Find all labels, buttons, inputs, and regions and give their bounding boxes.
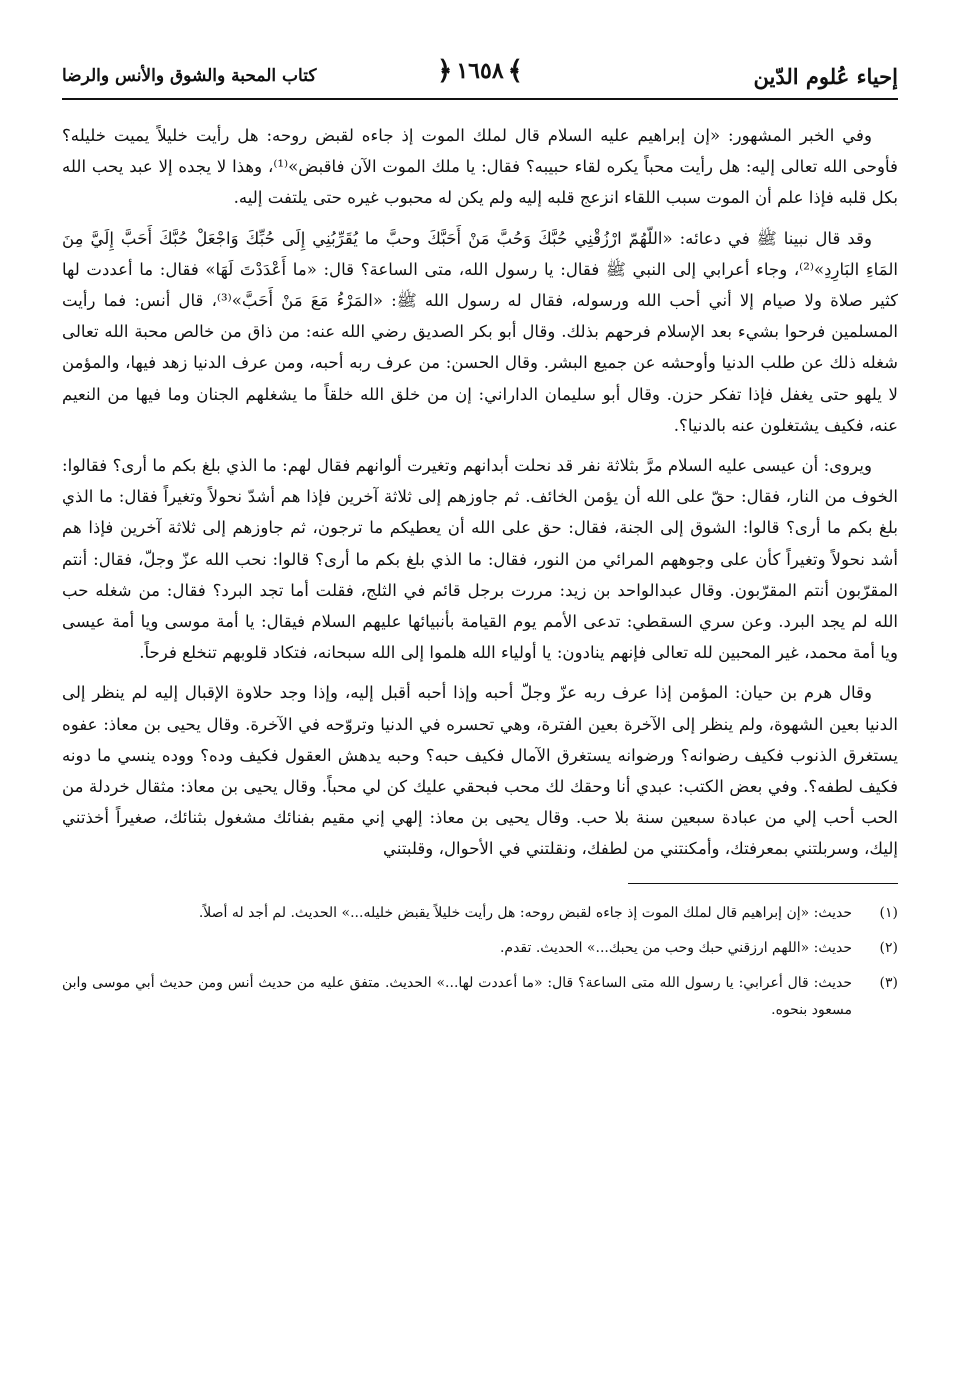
paragraph-3: ويروى: أن عيسى عليه السلام مرَّ بثلاثة نفر قد نحلت أبدانهم وتغيرت ألوانهم فقال لهم: ما الذي بلغ بكم ما أرى؟ فقالوا: الخوف من النار، فقال: حقّ على الله أن يؤمن الخائف. ثم جاوزهم إلى ثلاثة آخرين فإذا هم أشدّ نحولاً وتغيراً فقال: ما الذي بلغ بكم ما أرى؟ قالوا: الشوق إلى الجنة، فقال: حق على الله أن يعطيكم ما ترجون، ثم جاوزهم إلى ثلاثة آخرين فإذا هم أشد نحولاً وتغيراً كأن على وجوههم المرائي من النور، فقال: ما الذي بلغ بكم ما أرى؟ قالوا: نحب الله عزّ وجلّ، فقال: أنتم المقرّبون أنتم المقرّبون. وقال عبدالواحد بن زيد: مررت برجل قائم في الثلج، فقلت أما تجد البرد؟ فقال: من شغله حب الله لم يجد البرد. وعن سري السقطي: تدعى الأمم يوم القيامة بأنبيائها عليهم السلام فيقال: يا أمة موسى ويا أمة عيسى ويا أمة محمد، غير المحبين لله تعالى فإنهم ينادون: يا أولياء الله هلموا إلى الله سبحانه، فتكاد قلوبهم تنخلع فرحاً. bbox=[62, 456, 898, 663]
footnote-2 bbox=[62, 935, 898, 962]
footnotes bbox=[62, 900, 898, 1024]
footnote-divider bbox=[628, 883, 898, 884]
page-number-box bbox=[437, 58, 523, 84]
footnote-number: (٣) bbox=[879, 974, 898, 991]
book-title: إحياء عُلوم الدّين bbox=[753, 64, 898, 89]
paragraph-1: وفي الخبر المشهور: «إن إبراهيم عليه السلام قال لملك الموت إذ جاءه لقبض روحه: هل رأيت خليلاً يميت خليله؟ فأوحى الله تعالى إليه: هل رأيت محباً يكره لقاء حبيبه؟ فقال: يا ملك الموت الآن فاقبض»⁽¹⁾، وهذا لا يجده إلا عبد يحب الله بكل قلبه فإذا علم أن الموت سبب اللقاء انزعج قلبه إليه ولم يكن له محبوب غيره حتى يلتفت إليه. bbox=[62, 126, 898, 208]
footnote-text: حديث: «إن إبراهيم قال لملك الموت إذ جاءه لقبض روحه: هل رأيت خليلاً يقبض خليله...» الحديث. لم أجد له أصلاً. bbox=[198, 904, 852, 921]
paragraph-4: وقال هرم بن حيان: المؤمن إذا عرف ربه عزّ وجلّ أحبه وإذا أحبه أقبل إليه، وإذا وجد حلاوة الإقبال إليه لم ينظر إلى الدنيا بعين الشهوة، ولم ينظر إلى الآخرة بعين الفترة، وهي تحسره في الدنيا وتروّحه في الآخرة. وقال يحيى بن معاذ: عفوه يستغرق الذنوب فكيف رضوانه؟ ورضوانه يستغرق الآمال فكيف حبه؟ وحبه يدهش العقول فكيف وده؟ ووده ينسي ما دونه فكيف لطفه؟. وفي بعض الكتب: عبدي أنا وحقك لك محب فبحقي عليك كن لي محباً. وقال يحيى بن معاذ: مثقال خردلة من الحب أحب إلي من عبادة سبعين سنة بلا حب. وقال يحيى بن معاذ: إلهي إني مقيم بفنائك مشغول بثنائك، صغيراً أخذتني إليك، وسربلتني بمعرفتك، وأمكنتني من لطفك، ونقلتني في الأحوال، وقلبتني bbox=[62, 683, 898, 859]
footnote-number: (٢) bbox=[879, 939, 898, 956]
footnote-3 bbox=[62, 970, 898, 1024]
footnote-text: حديث: «اللهم ارزقني حبك وحب من يحبك...» الحديث. تقدم. bbox=[499, 939, 852, 956]
footnote-text: حديث: قال أعرابي: يا رسول الله متى الساعة؟ قال: «ما أعددت لها...» الحديث. متفق عليه من حديث أنس ومن حديث أبي موسى وابن مسعود بنحوه. bbox=[62, 974, 852, 1018]
page-header bbox=[62, 52, 898, 100]
footnote-1 bbox=[62, 900, 898, 927]
book-page bbox=[62, 52, 898, 1032]
footnote-number: (١) bbox=[879, 904, 898, 921]
paragraph-2: وقد قال نبينا ﷺ في دعائه: «اللّهُمّ ارْزُقْنِي حُبَّكَ وَحُبَّ مَنْ أَحَبَّكَ وحبَّ ما يُقَرِّبُنِي إِلَى حُبِّكَ وَاجْعَلْ حُبَّكَ أَحَبَّ إِلَيَّ مِنَ المَاءِ البَارِدِ»⁽²⁾، وجاء أعرابي إلى النبي ﷺ فقال: يا رسول الله، متى الساعة؟ قال: «ما أَعْدَدْتَ لَهَا» فقال: ما أعددت لها كثير صلاة ولا صيام إلا أني أحب الله ورسوله، فقال له رسول الله ﷺ: «المَرْءُ مَعَ مَنْ أَحَبَّ»⁽³⁾، قال أنس: فما رأيت المسلمين فرحوا بشيء بعد الإسلام فرحهم بذلك. وقال أبو بكر الصديق رضي الله عنه: من ذاق من خالص محبة الله تعالى شغله ذلك عن طلب الدنيا وأوحشه عن جميع البشر. وقال الحسن: من عرف ربه أحبه، ومن عرف الدنيا زهد فيها، والمؤمن لا يلهو حتى يغفل فإذا تفكر حزن. وقال أبو سليمان الداراني: إن من خلق الله خلقاً ما يشغلهم الجنان وما فيها من النعيم عنه، فكيف يشتغلون عنه بالدنيا؟. bbox=[62, 228, 898, 435]
page-number: ١٦٥٨ bbox=[456, 58, 504, 84]
ornament-right: ﴾ bbox=[507, 56, 523, 86]
main-text bbox=[62, 120, 898, 865]
chapter-title: كتاب المحبة والشوق والأنس والرضا bbox=[62, 66, 317, 86]
ornament-left: ﴿ bbox=[437, 56, 453, 86]
